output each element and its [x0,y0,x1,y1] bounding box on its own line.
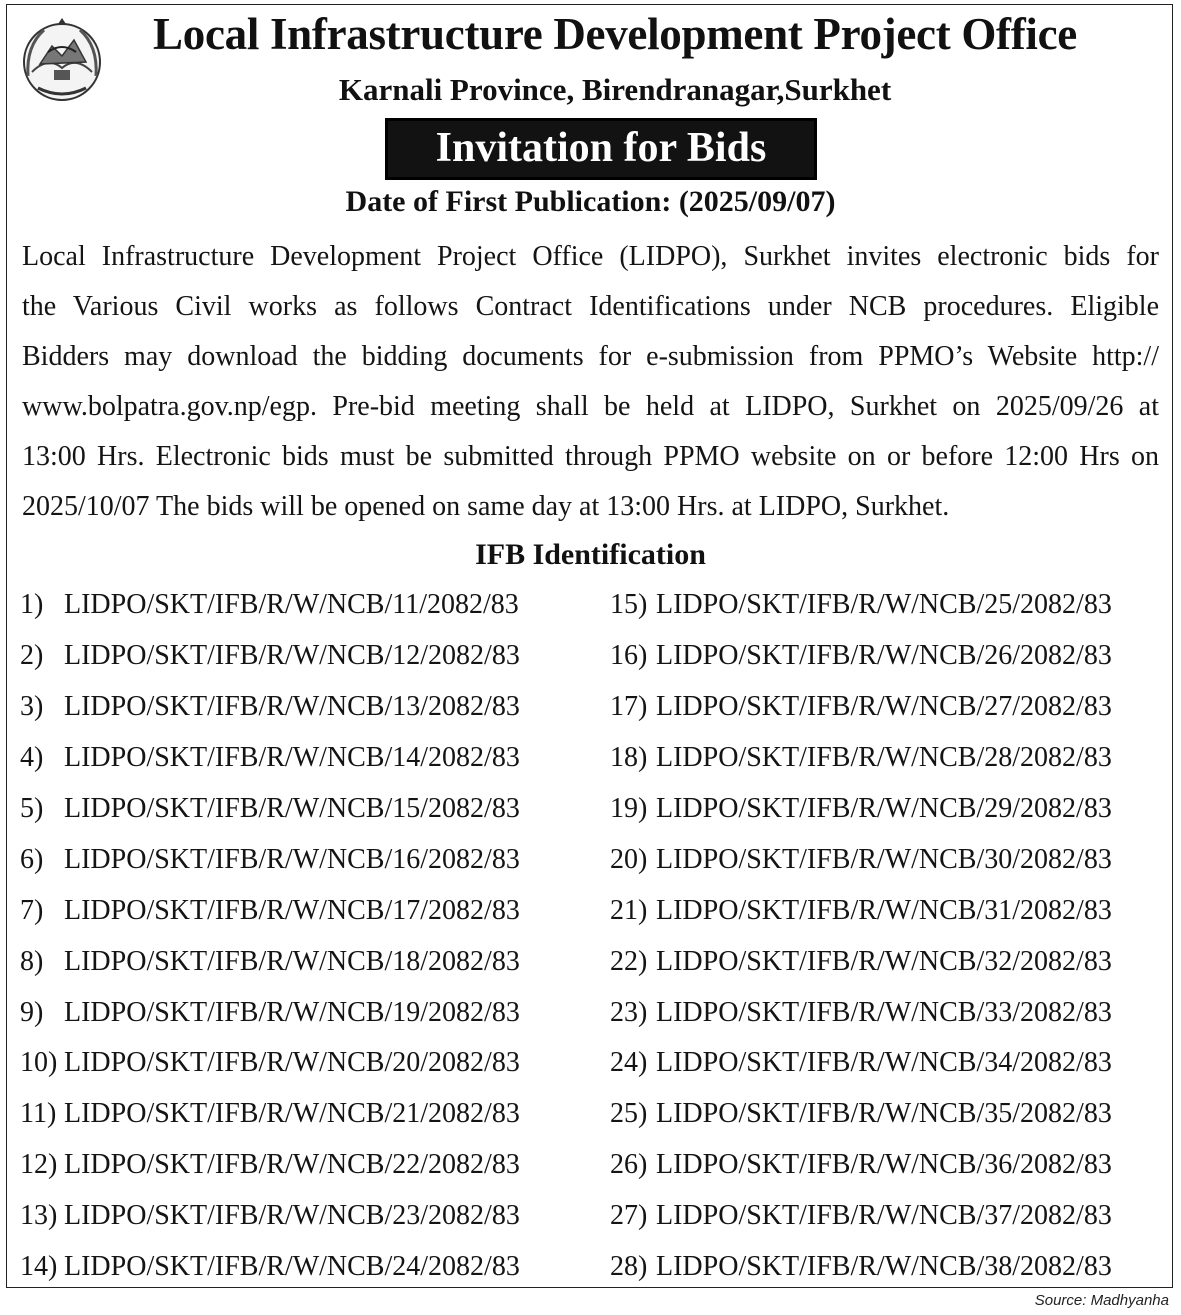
invitation-banner: Invitation for Bids [388,121,814,177]
ifb-list-right [610,580,1112,1292]
ifb-list-item [20,733,520,784]
office-address: Karnali Province, Birendranagar,Surkhet [338,72,892,107]
ifb-item-id: LIDPO/SKT/IFB/R/W/NCB/21/2082/83 [64,1098,520,1130]
source-credit: Source: Madhyanha [1034,1292,1169,1309]
ifb-item-id: LIDPO/SKT/IFB/R/W/NCB/18/2082/83 [64,945,520,977]
ifb-item-number: 23) [610,996,648,1028]
ifb-item-number: 2) [20,640,44,672]
ifb-item-number: 27) [610,1200,648,1232]
ifb-item-number: 20) [610,843,648,875]
body-line: 13:00 Hrs. Electronic bids must be submitted through PPMO website on or before 12:00 Hrs on [22,441,1159,472]
ifb-item-number: 5) [20,793,44,824]
ifb-list-item [20,936,520,987]
ifb-item-number: 17) [610,691,648,723]
ifb-list-item [20,1140,520,1191]
body-line: Local Infrastructure Development Project Office (LIDPO), Surkhet invites electronic bids for [22,241,1159,272]
ifb-item-number: 12) [20,1149,58,1181]
ifb-item-id: LIDPO/SKT/IFB/R/W/NCB/16/2082/83 [64,843,520,875]
ifb-list-item [610,1242,1112,1293]
ifb-list-item [20,682,520,733]
ifb-item-number: 7) [20,894,44,926]
ifb-list-item [20,631,520,682]
ifb-item-id: LIDPO/SKT/IFB/R/W/NCB/13/2082/83 [64,691,520,723]
ifb-item-id: LIDPO/SKT/IFB/R/W/NCB/24/2082/83 [64,1251,520,1283]
body-line: www.bolpatra.gov.np/egp. Pre-bid meeting shall be held at LIDPO, Surkhet on 2025/09/26 at [22,391,1159,422]
ifb-item-number: 22) [610,945,648,977]
ifb-item-number: 28) [610,1251,648,1283]
ifb-list-item [20,784,520,835]
ifb-item-id: LIDPO/SKT/IFB/R/W/NCB/11/2082/83 [64,589,519,621]
ifb-item-id: LIDPO/SKT/IFB/R/W/NCB/12/2082/83 [64,640,520,672]
ifb-list-item [610,885,1112,936]
ifb-list-item [610,1191,1112,1242]
ifb-item-number: 9) [20,996,44,1028]
ifb-list-item [20,1089,520,1140]
ifb-list-item [610,1089,1112,1140]
ifb-list-item [20,1191,520,1242]
ifb-item-number: 24) [610,1047,648,1079]
ifb-item-number: 11) [20,1098,57,1130]
ifb-item-number: 8) [20,945,44,977]
ifb-list-heading: IFB Identification [475,538,706,571]
ifb-item-number: 13) [20,1200,58,1232]
ifb-item-id: LIDPO/SKT/IFB/R/W/NCB/30/2082/83 [656,843,1112,875]
ifb-item-id: LIDPO/SKT/IFB/R/W/NCB/36/2082/83 [656,1149,1112,1181]
ifb-item-number: 21) [610,894,648,926]
ifb-item-id: LIDPO/SKT/IFB/R/W/NCB/17/2082/83 [64,894,520,926]
ifb-item-id: LIDPO/SKT/IFB/R/W/NCB/22/2082/83 [64,1149,520,1181]
ifb-item-number: 14) [20,1251,58,1283]
ifb-item-number: 6) [20,843,44,875]
ifb-item-number: 16) [610,640,648,672]
ifb-list-item [20,580,520,631]
ifb-item-id: LIDPO/SKT/IFB/R/W/NCB/26/2082/83 [656,640,1112,672]
government-emblem-icon [18,16,106,104]
ifb-item-id: LIDPO/SKT/IFB/R/W/NCB/32/2082/83 [656,945,1112,977]
ifb-item-number: 19) [610,793,648,824]
ifb-list-item [610,682,1112,733]
office-title: Local Infrastructure Development Project Office [153,9,1077,59]
ifb-list-item [610,631,1112,682]
body-line: 2025/10/07 The bids will be opened on same day at 13:00 Hrs. at LIDPO, Surkhet. [22,491,950,522]
ifb-item-id: LIDPO/SKT/IFB/R/W/NCB/15/2082/83 [64,793,520,824]
ifb-list-item [610,936,1112,987]
notice-body [22,232,1159,532]
ifb-item-id: LIDPO/SKT/IFB/R/W/NCB/28/2082/83 [656,742,1112,774]
ifb-item-id: LIDPO/SKT/IFB/R/W/NCB/25/2082/83 [656,589,1112,621]
ifb-item-id: LIDPO/SKT/IFB/R/W/NCB/14/2082/83 [64,742,520,774]
ifb-list-item [610,834,1112,885]
ifb-item-number: 26) [610,1149,648,1181]
ifb-list-item [20,987,520,1038]
ifb-list-item [20,834,520,885]
ifb-item-id: LIDPO/SKT/IFB/R/W/NCB/29/2082/83 [656,793,1112,824]
ifb-list-item [20,885,520,936]
ifb-item-id: LIDPO/SKT/IFB/R/W/NCB/23/2082/83 [64,1200,520,1232]
body-line: Bidders may download the bidding documents for e-submission from PPMO’s Website http:// [22,341,1159,372]
ifb-item-number: 15) [610,589,648,621]
ifb-list-item [20,1038,520,1089]
ifb-list-item [610,1038,1112,1089]
body-line: the Various Civil works as follows Contract Identifications under NCB procedures. Eligible [22,291,1159,322]
ifb-list-left [20,580,520,1292]
ifb-item-id: LIDPO/SKT/IFB/R/W/NCB/34/2082/83 [656,1047,1112,1079]
ifb-list-item [610,1140,1112,1191]
ifb-item-id: LIDPO/SKT/IFB/R/W/NCB/37/2082/83 [656,1200,1112,1232]
ifb-list-item [20,1242,520,1293]
ifb-item-number: 4) [20,742,44,774]
publication-date: Date of First Publication: (2025/09/07) [345,185,836,218]
ifb-item-id: LIDPO/SKT/IFB/R/W/NCB/33/2082/83 [656,996,1112,1028]
ifb-item-number: 10) [20,1047,58,1079]
ifb-item-id: LIDPO/SKT/IFB/R/W/NCB/27/2082/83 [656,691,1112,723]
ifb-item-id: LIDPO/SKT/IFB/R/W/NCB/31/2082/83 [656,894,1112,926]
ifb-item-number: 25) [610,1098,648,1130]
ifb-item-number: 1) [20,589,44,621]
ifb-list-item [610,580,1112,631]
ifb-item-id: LIDPO/SKT/IFB/R/W/NCB/19/2082/83 [64,996,520,1028]
ifb-item-id: LIDPO/SKT/IFB/R/W/NCB/38/2082/83 [656,1251,1112,1283]
ifb-list-item [610,784,1112,835]
ifb-list-item [610,733,1112,784]
ifb-item-id: LIDPO/SKT/IFB/R/W/NCB/35/2082/83 [656,1098,1112,1130]
ifb-item-number: 3) [20,691,44,723]
ifb-item-number: 18) [610,742,648,774]
ifb-item-id: LIDPO/SKT/IFB/R/W/NCB/20/2082/83 [64,1047,520,1079]
ifb-list-item [610,987,1112,1038]
